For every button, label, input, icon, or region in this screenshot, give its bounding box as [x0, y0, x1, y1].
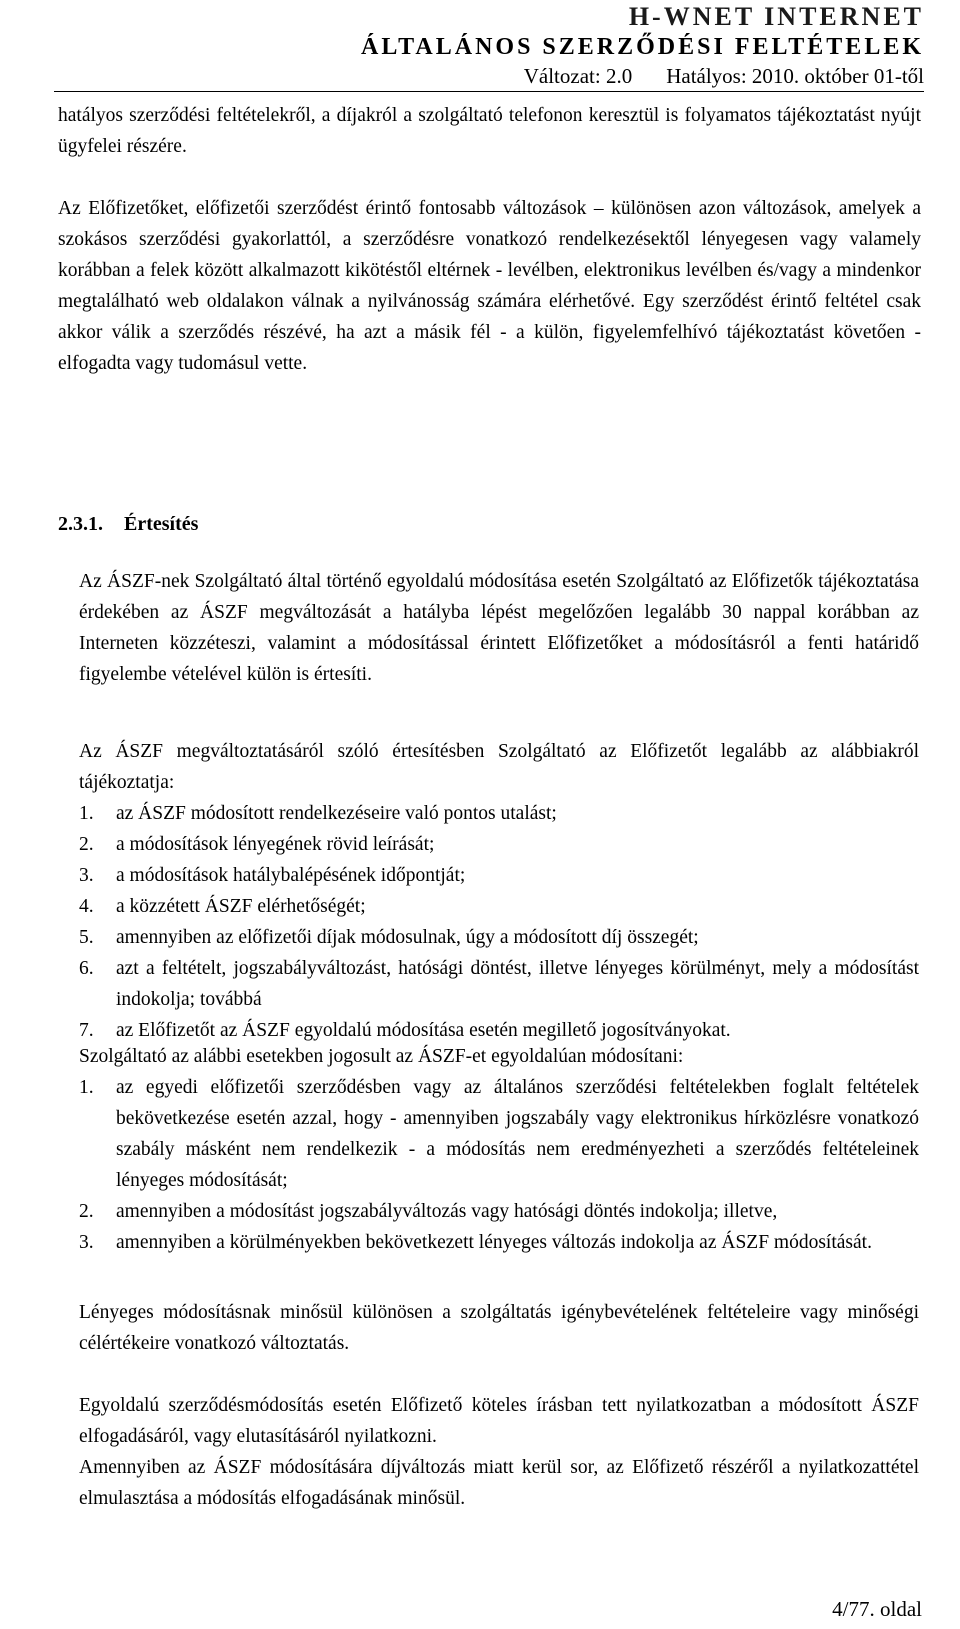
section-title: Értesítés	[124, 513, 199, 535]
major-change-block	[79, 1297, 919, 1359]
page-number: 4/77. oldal	[832, 1597, 922, 1621]
acceptance-block	[79, 1390, 919, 1514]
list-item: 3. a módosítások hatálybalépésének időpontját;	[79, 865, 466, 886]
list-item: 1. az ÁSZF módosított rendelkezéseire való pontos utalást;	[79, 803, 557, 824]
acceptance-paragraph: Egyoldalú szerződésmódosítás esetén Előfizető köteles írásban tett nyilatkozatban a módosított ÁSZF elfogadásáról, vagy elutasításáról nyilatkozni.	[79, 1395, 919, 1447]
effective-date: Hatályos: 2010. október 01-től	[666, 64, 924, 88]
list-item: 3. amennyiben a körülményekben bekövetkezett lényeges változás indokolja az ÁSZF módosítását.	[79, 1232, 872, 1253]
list-item: 2. amennyiben a módosítást jogszabályváltozás vagy hatósági döntés indokolja; illetve,	[79, 1201, 778, 1222]
intro-block-2	[58, 193, 921, 379]
document-title: ÁLTALÁNOS SZERZŐDÉSI FELTÉTELEK	[361, 34, 924, 60]
section-heading	[58, 509, 198, 540]
list-item: 5. amennyiben az előfizetői díjak módosulnak, úgy a módosított díj összegét;	[79, 927, 699, 948]
notice-paragraph-1: Az ÁSZF-nek Szolgáltató által történő egyoldalú módosítása esetén Szolgáltató az Előfizetők tájékoztatása érdekében az ÁSZF megváltozását a hatályba lépést megelőzően legalább 30 nappal korábban az Interneten közzéteszi, valamint a módosítással érintett Előfizetőket a módosításról a fenti határidő figyelembe vételével külön is értesíti.	[79, 571, 919, 685]
notice-list-block	[79, 736, 919, 1046]
version-line	[524, 64, 924, 88]
cases-intro: Szolgáltató az alábbi esetekben jogosult az ÁSZF-et egyoldalúan módosítani:	[79, 1046, 684, 1067]
notice-paragraph-1-block	[79, 566, 919, 690]
intro-paragraph-1: hatályos szerződési feltételekről, a díjakról a szolgáltató telefonon keresztül is folyamatos tájékoztatást nyújt ügyfelei részére.	[58, 105, 921, 157]
section-number: 2.3.1.	[58, 513, 103, 535]
cases-list	[79, 1072, 919, 1258]
major-change-paragraph: Lényeges módosításnak minősül különösen a szolgáltatás igénybevételének feltételeire vagy minőségi célértékeire vonatkozó változtatás.	[79, 1302, 919, 1354]
version-label: Változat: 2.0	[523, 64, 633, 88]
intro-paragraph-2-main: Az Előfizetőket, előfizetői szerződést érintő fontosabb változások – különösen azon változások, amelyek a szokásos szerződési gyakorlattól, a szerződésre vonatkozó rendelkezésektől lényegesen vagy valamely korábban a felek között alkalmazott kikötéstől eltérnek - levélben, elektronikus levélben és/vagy a mindenkor megtalálható web oldalakon válnak a nyilvánosság számára elérhetővé.	[58, 198, 921, 312]
notice-items	[79, 798, 919, 1046]
list-item: 2. a módosítások lényegének rövid leírását;	[79, 834, 435, 855]
intro-paragraph-2	[58, 193, 921, 379]
list-item: 4. a közzétett ÁSZF elérhetőségét;	[79, 896, 366, 917]
header-divider	[54, 91, 924, 92]
notice-paragraph-2: Az ÁSZF megváltoztatásáról szóló értesítésben Szolgáltató az Előfizetőt legalább az alábbiakról tájékoztatja:	[79, 741, 919, 793]
intro-block	[58, 100, 921, 162]
fee-change-paragraph: Amennyiben az ÁSZF módosítására díjváltozás miatt kerül sor, az Előfizető részéről a nyilatkozattétel elmulasztása a módosítás elfogadásának minősül.	[79, 1457, 919, 1509]
intro-paragraph-2-cont: Egy szerződést érintő feltétel csak akkor válik a szerződés részévé, ha azt a másik fél - a külön, figyelemfelhívó tájékoztatást követően - elfogadta vagy tudomásul vette.	[58, 291, 922, 374]
company-name: H-WNET INTERNET	[628, 2, 924, 31]
list-item: 7. az Előfizetőt az ÁSZF egyoldalú módosítása esetén megillető jogosítványokat.	[79, 1020, 731, 1041]
list-item: 1. az egyedi előfizetői szerződésben vagy az általános szerződési feltételekben foglalt feltételek bekövetkezése esetén azzal, hogy - amennyiben jogszabály vagy elektronikus hírközlésre vonatkozó szabály másként nem rendelkezik - a módosítás nem eredményezheti a szerződés feltételeinek lényeges módosítását;	[79, 1077, 919, 1191]
list-item: 6. azt a feltételt, jogszabályváltozást, hatósági döntést, illetve lényeges körülményt, mely a módosítást indokolja; továbbá	[79, 958, 919, 1010]
cases-block	[79, 1041, 919, 1258]
